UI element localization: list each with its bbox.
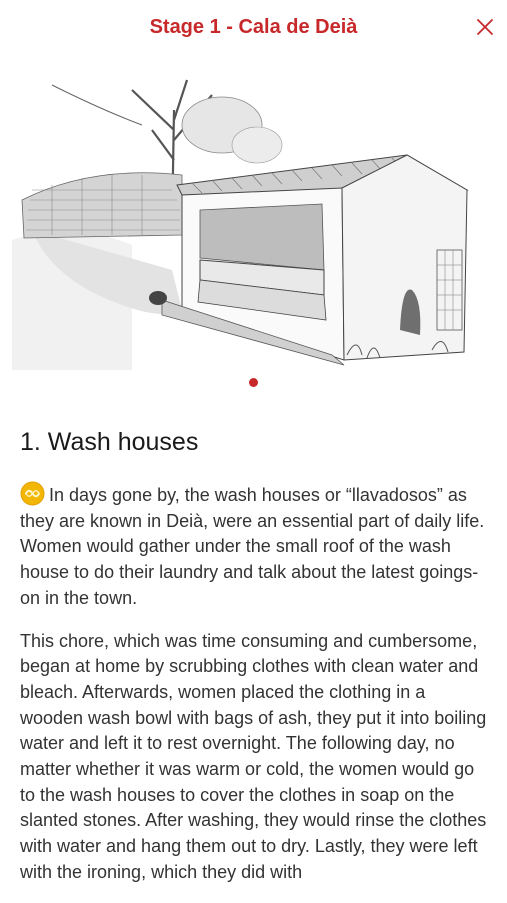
top-bar xyxy=(0,0,507,56)
section-paragraph: This chore, which was time consuming and cumbersome, began at home by scrubbing clothes with clean water and bleach. Afterwards, women placed the clothing in a wooden wash bowl with bags of ash, they put it into boiling water and left it to rest overnight. The following day, no matter whether it was warm or cold, the women would go to the wash houses to cover the clothes in soap on the slanted stones. After washing, they would rinse the clothes with water and hang them out to dry. Lastly, they were left with the ironing, which they did with xyxy=(20,630,487,882)
section-title: 1. Wash houses xyxy=(20,428,199,456)
page-title: Stage 1 - Cala de Deià xyxy=(149,16,358,38)
audio-play-icon[interactable] xyxy=(20,481,45,506)
close-button[interactable] xyxy=(471,13,499,41)
section-paragraph xyxy=(20,481,490,612)
carousel-dot-active[interactable] xyxy=(249,378,258,387)
section-content xyxy=(20,425,490,903)
carousel-page-indicator[interactable] xyxy=(0,378,507,390)
close-icon[interactable] xyxy=(471,13,499,41)
paragraph-text: In days gone by, the wash houses or “llavadosos” as they are known in Deià, were an essential part of daily life. Women would gather under the small roof of the wash house to do their laundry and talk about the latest goings-on in the town. xyxy=(20,485,485,608)
wash-house-illustration[interactable] xyxy=(12,70,495,370)
